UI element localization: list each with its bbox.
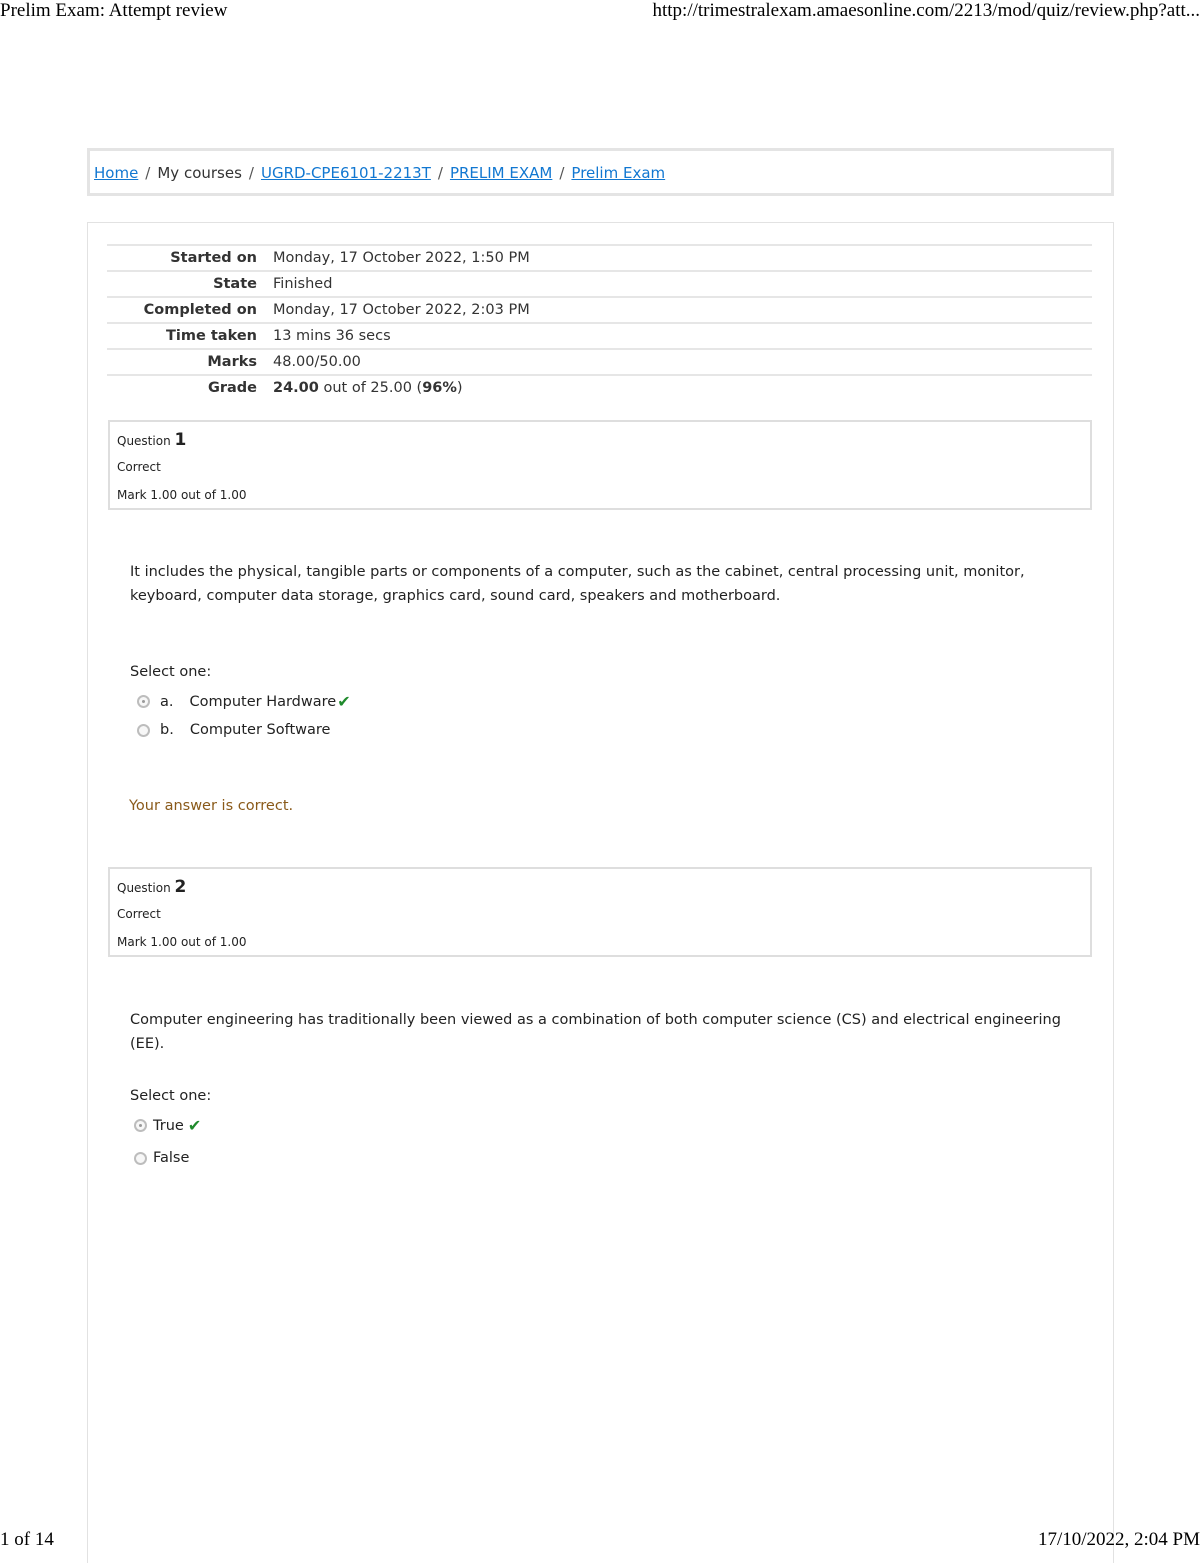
- question-number-line: [117, 430, 186, 450]
- marks-value: 48.00/50.00: [273, 354, 361, 370]
- page-counter: 1 of 14: [0, 1529, 54, 1550]
- print-datetime: 17/10/2022, 2:04 PM: [1037, 1529, 1200, 1550]
- question-1-option-a[interactable]: [137, 692, 351, 711]
- state-label: State: [213, 276, 257, 292]
- completed-on-label: Completed on: [143, 302, 257, 318]
- attempt-summary-table: [107, 244, 1092, 400]
- question-number-line: [117, 877, 186, 897]
- option-label: False: [153, 1150, 190, 1166]
- summary-row: [107, 245, 1092, 271]
- grade-out-of: out of 25.00 (: [323, 380, 423, 396]
- grade-close: ): [456, 380, 463, 396]
- summary-row: [107, 323, 1092, 349]
- breadcrumb-quiz-link[interactable]: Prelim Exam: [571, 164, 666, 182]
- summary-row: [107, 271, 1092, 297]
- question-number: 2: [174, 877, 187, 897]
- option-letter: a.: [160, 693, 174, 710]
- breadcrumb-separator: /: [145, 164, 151, 182]
- grade-percent: 96%: [422, 380, 457, 396]
- question-state: Correct: [117, 907, 161, 921]
- option-label: True: [153, 1117, 184, 1134]
- summary-row: [107, 297, 1092, 323]
- check-icon: ✔: [187, 1116, 202, 1135]
- completed-on-value: Monday, 17 October 2022, 2:03 PM: [273, 302, 530, 318]
- question-2-prompt: Select one:: [130, 1088, 212, 1104]
- question-2-info: [108, 867, 1092, 957]
- breadcrumb-my-courses: My courses: [157, 164, 242, 182]
- question-1-info: [108, 420, 1092, 510]
- print-header: [0, 0, 1200, 26]
- breadcrumb-separator: /: [437, 164, 443, 182]
- breadcrumb-separator: /: [559, 164, 565, 182]
- radio-icon[interactable]: [134, 1119, 147, 1132]
- started-on-value: Monday, 17 October 2022, 1:50 PM: [273, 250, 530, 266]
- radio-icon[interactable]: [134, 1152, 147, 1165]
- started-on-label: Started on: [170, 250, 257, 266]
- radio-icon[interactable]: [137, 695, 150, 708]
- breadcrumb-separator: /: [248, 164, 254, 182]
- question-mark: Mark 1.00 out of 1.00: [117, 935, 247, 949]
- breadcrumb: [94, 164, 665, 182]
- summary-row: [107, 375, 1092, 400]
- breadcrumb-course-link[interactable]: UGRD-CPE6101-2213T: [260, 164, 431, 182]
- print-footer: [0, 1529, 1200, 1555]
- state-value: Finished: [273, 276, 333, 292]
- question-2-option-true[interactable]: [134, 1116, 201, 1135]
- question-mark: Mark 1.00 out of 1.00: [117, 488, 247, 502]
- breadcrumb-section-link[interactable]: PRELIM EXAM: [449, 164, 553, 182]
- question-state: Correct: [117, 460, 161, 474]
- question-label: Question: [117, 881, 171, 895]
- question-2-option-false[interactable]: [134, 1150, 189, 1166]
- radio-icon[interactable]: [137, 724, 150, 737]
- breadcrumb-bar: [87, 148, 1114, 196]
- question-1-option-b[interactable]: [137, 722, 330, 738]
- time-taken-value: 13 mins 36 secs: [273, 328, 391, 344]
- grade-value-cell: [273, 375, 1092, 400]
- time-taken-label: Time taken: [166, 328, 257, 344]
- breadcrumb-home-link[interactable]: Home: [94, 164, 139, 182]
- print-title: Prelim Exam: Attempt review: [0, 0, 228, 21]
- question-1-feedback: Your answer is correct.: [129, 798, 294, 814]
- question-label: Question: [117, 434, 171, 448]
- summary-row: [107, 349, 1092, 375]
- check-icon: ✔: [337, 692, 351, 711]
- marks-label: Marks: [207, 354, 257, 370]
- option-letter: b.: [160, 722, 174, 738]
- grade-score: 24.00: [273, 380, 319, 396]
- grade-label: Grade: [207, 380, 257, 396]
- question-1-text: It includes the physical, tangible parts or components of a computer, such as the cabinet, central processing unit, monitor, keyboard, computer data storage, graphics card, sound card, speakers and motherboard.: [130, 564, 1025, 604]
- question-2-text: Computer engineering has traditionally been viewed as a combination of both computer science (CS) and electrical engineering (EE).: [130, 1012, 1061, 1052]
- print-url: http://trimestralexam.amaesonline.com/2213/mod/quiz/review.php?att...: [652, 0, 1200, 21]
- question-1-prompt: Select one:: [130, 664, 212, 680]
- option-label: Computer Software: [189, 722, 331, 738]
- question-number: 1: [174, 430, 187, 450]
- option-label: Computer Hardware: [189, 693, 337, 710]
